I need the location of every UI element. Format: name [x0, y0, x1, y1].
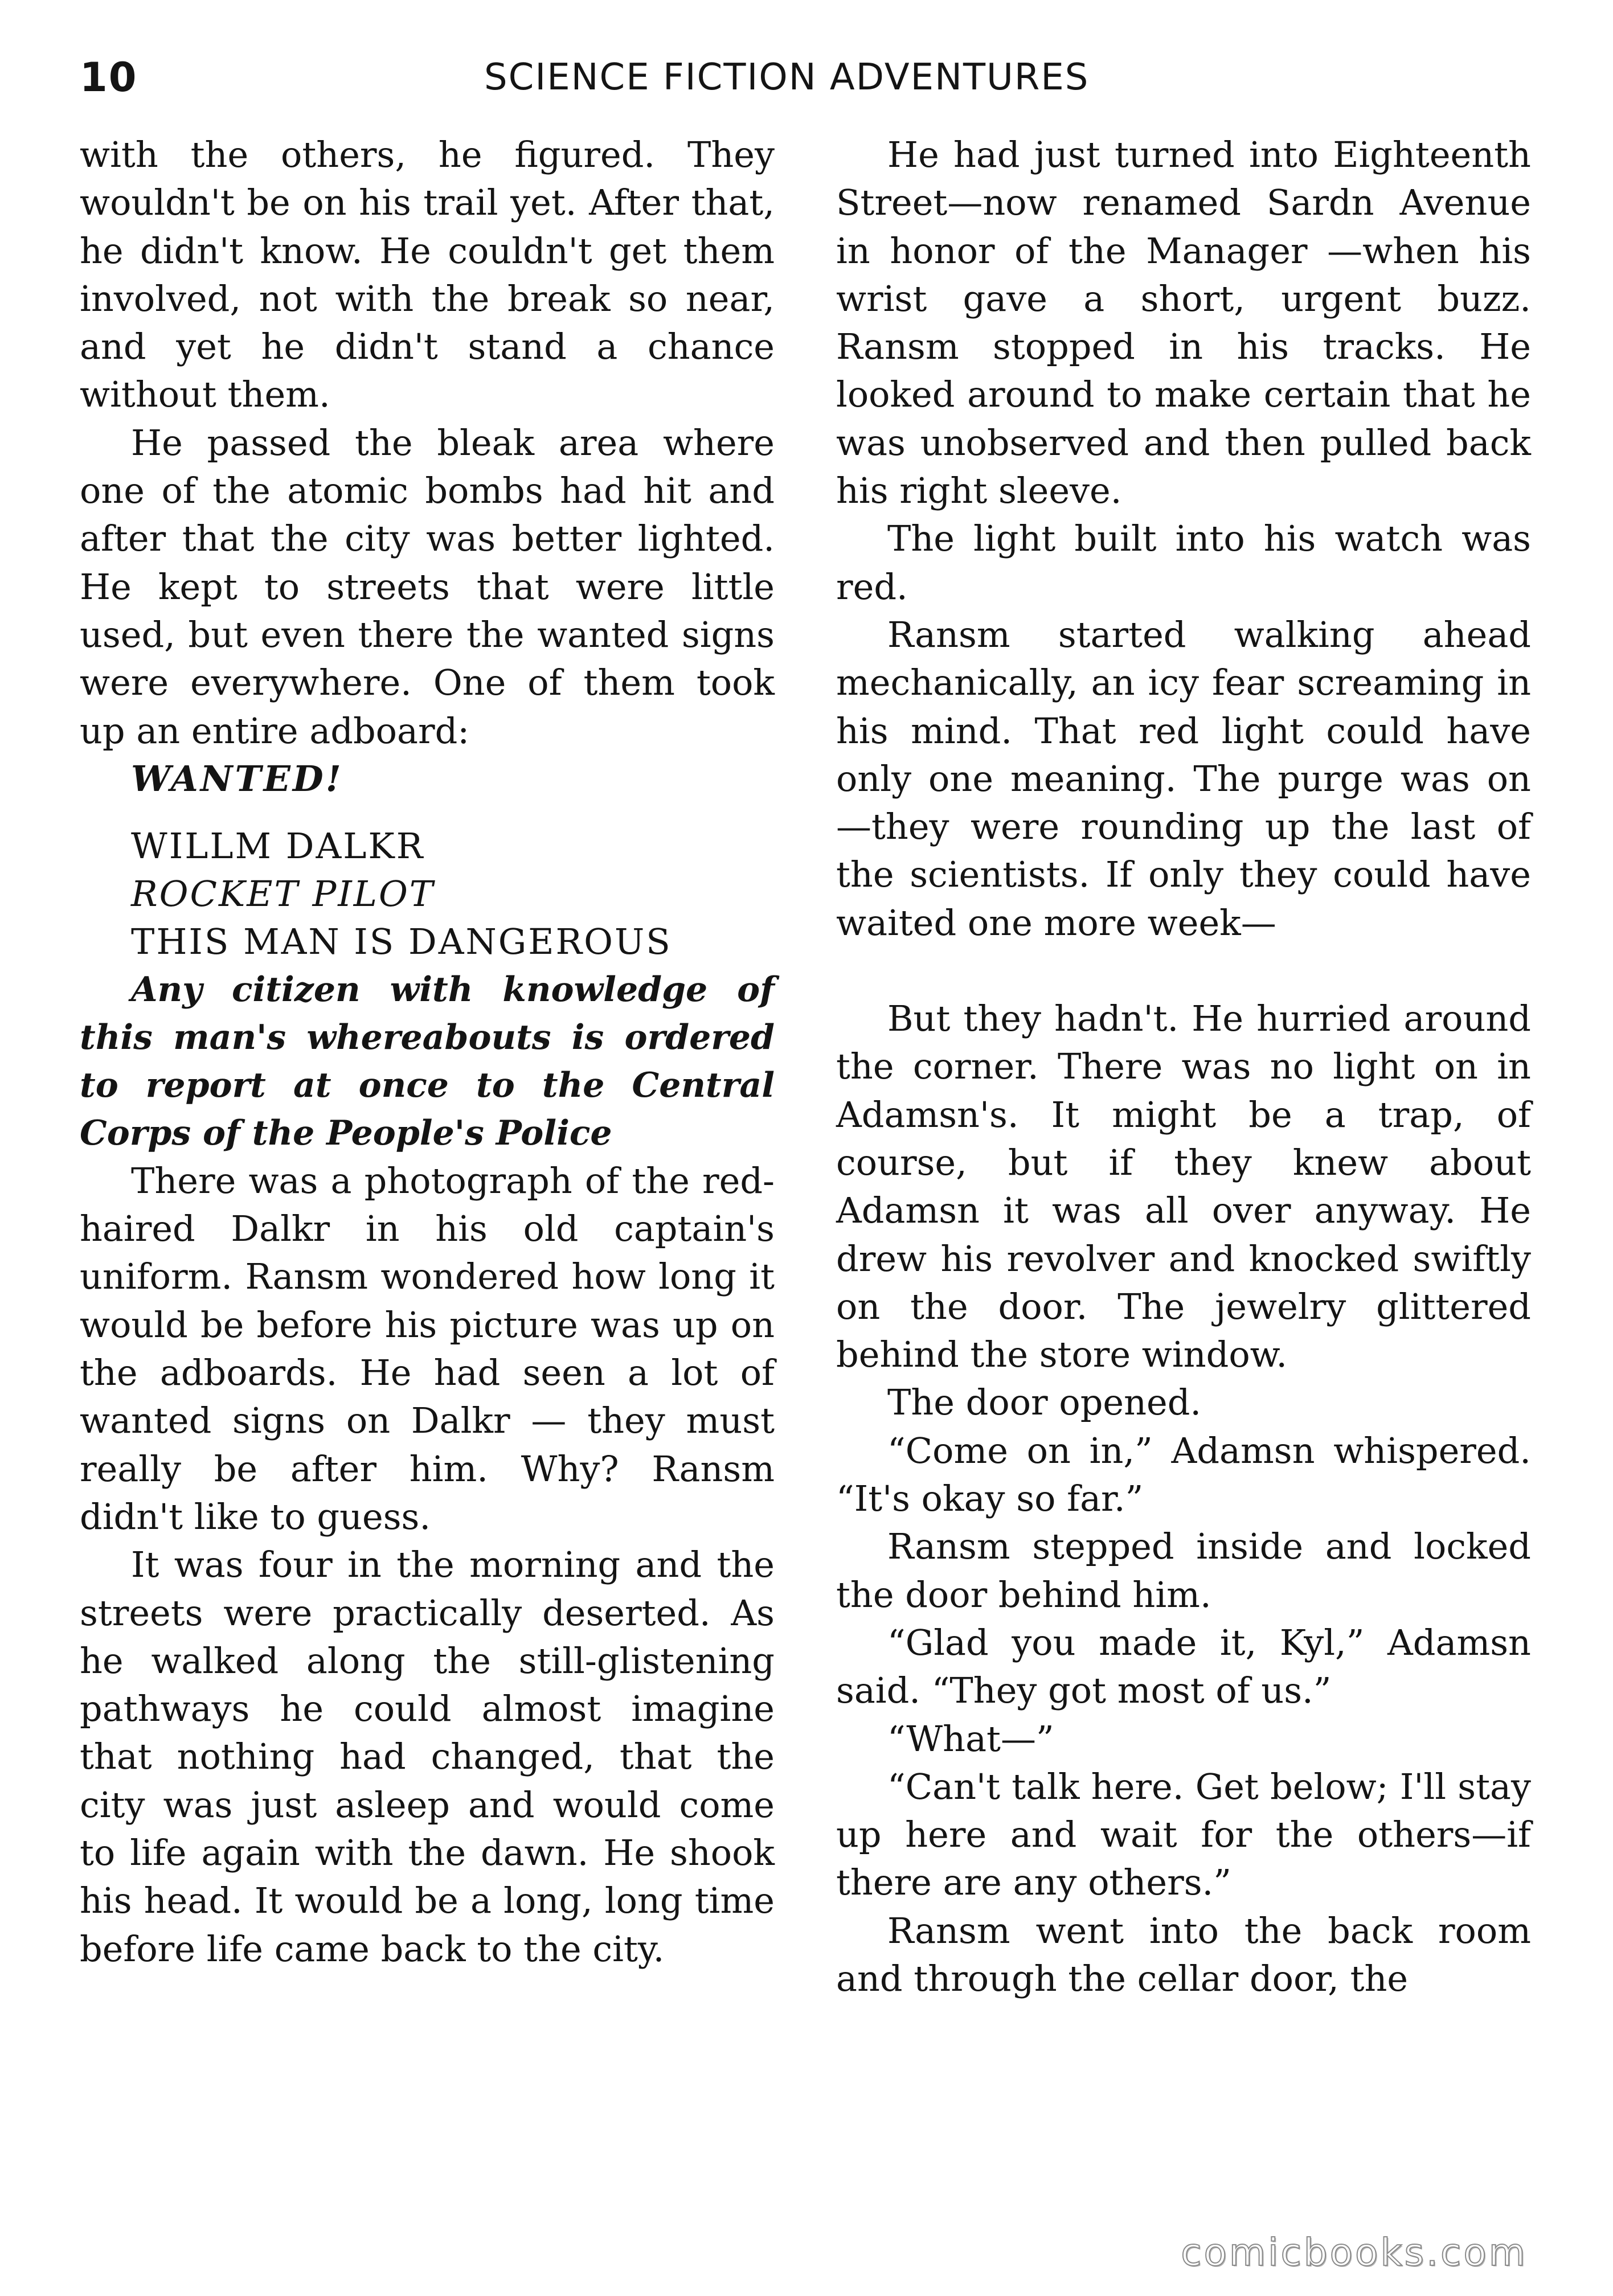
paragraph: Ransm stepped inside and locked the door behind him. — [836, 1526, 1531, 1616]
paragraph: “What—” — [887, 1717, 1054, 1760]
magazine-title: SCIENCE FICTION ADVENTURES — [484, 56, 1090, 99]
paragraph: “Can't talk here. Get below; I'll stay up here and wait for the others—if there are any others.” — [836, 1765, 1531, 1904]
running-head — [80, 54, 1526, 117]
paragraph: There was a photograph of the red-haired Dalkr in his old captain's uniform. Ransm wondered how long it would be before his picture was up on the adboards. He had seen a lot of wanted signs on Dalkr — they must really be after him. Why? Ransm didn't like to guess. — [80, 1159, 775, 1538]
left-column — [80, 131, 775, 1973]
paragraph: with the others, he figured. They wouldn't be on his trail yet. After that, he didn't know. He couldn't get them involved, not with the break so near, and yet he didn't stand a chance without them. — [80, 134, 775, 416]
paragraph: It was four in the morning and the streets were practically deserted. As he walked along the still-glistening pathways he could almost imagine that nothing had changed, that the city was just asleep and would come to life again with the dawn. He shook his head. It would be a long, long time before life came back to the city. — [80, 1544, 775, 1970]
paragraph: Ransm went into the back room and through the cellar door, the — [836, 1909, 1531, 1999]
paragraph: Ransm started walking ahead mechanically, an icy fear screaming in his mind. That red light could have only one meaning. The purge was on—they were rounding up the last of the scientists. If only they could have waited one more week— — [836, 613, 1531, 944]
wanted-name: WILLM DALKR — [131, 825, 425, 867]
paragraph: The light built into his watch was red. — [836, 518, 1531, 608]
paragraph: “Glad you made it, Kyl,” Adamsn said. “They got most of us.” — [836, 1621, 1531, 1712]
wanted-warning: THIS MAN IS DANGEROUS — [131, 920, 672, 962]
paragraph: He passed the bleak area where one of the atomic bombs had hit and after that the city was better lighted. He kept to streets that were little used, but even there the wanted signs were everywhere. One of them took up an entire adboard: — [80, 421, 775, 752]
wanted-notice — [80, 755, 775, 1157]
paragraph: He had just turned into Eighteenth Street—now renamed Sardn Avenue in honor of the Manager —when his wrist gave a short, urgent buzz. Ransm stopped in his tracks. He looked around to make certain that he was unobserved and then pulled back his right sleeve. — [836, 134, 1531, 512]
scene-break — [836, 947, 1531, 995]
wanted-occupation: ROCKET PILOT — [131, 872, 435, 915]
watermark: comicbooks.com — [1181, 2231, 1528, 2274]
paragraph: But they hadn't. He hurried around the corner. There was no light on in Adamsn's. It might be a trap, of course, but if they knew about Adamsn it was all over anyway. He drew his revolver and knocked swiftly on the door. The jewelry glittered behind the store window. — [836, 998, 1531, 1376]
page-number: 10 — [80, 54, 138, 101]
wanted-body: Any citizen with knowledge of this man's whereabouts is ordered to report at once to the Central Corps of the People's Police — [80, 969, 775, 1153]
wanted-heading: WANTED! — [131, 757, 343, 800]
paragraph: “Come on in,” Adamsn whispered. “It's okay so far.” — [836, 1429, 1531, 1520]
paragraph: The door opened. — [887, 1381, 1202, 1424]
right-column — [836, 131, 1531, 2003]
